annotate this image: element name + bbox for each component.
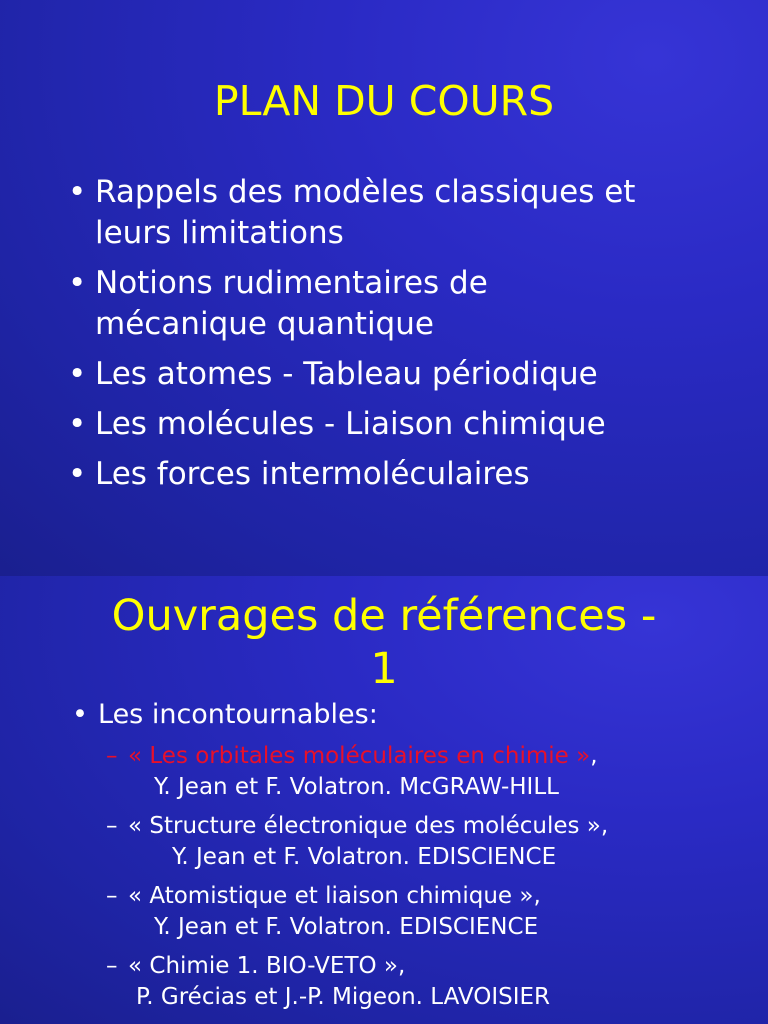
reference-authors: Y. Jean et F. Volatron. EDISCIENCE bbox=[172, 844, 557, 870]
dash-icon: – bbox=[106, 813, 118, 839]
bullet-list bbox=[68, 172, 748, 504]
reference-title: « Atomistique et liaison chimique » bbox=[128, 883, 534, 909]
reference-separator: , bbox=[533, 883, 541, 909]
slide-ouvrages-de-references bbox=[0, 576, 768, 1024]
reference-authors: Y. Jean et F. Volatron. McGRAW-HILL bbox=[154, 774, 559, 800]
slide-title-line: 1 bbox=[370, 644, 398, 694]
reference-separator: , bbox=[590, 743, 598, 769]
subheading-text: Les incontournables: bbox=[98, 699, 378, 730]
bullet-text-line: mécanique quantique bbox=[95, 306, 434, 342]
bullet-icon: • bbox=[72, 699, 88, 730]
bullet-icon: • bbox=[68, 174, 87, 210]
reference-separator: , bbox=[600, 813, 609, 839]
slide-title bbox=[0, 590, 768, 696]
bullet-icon: • bbox=[68, 406, 87, 442]
reference-authors: P. Grécias et J.-P. Migeon. LAVOISIER bbox=[136, 984, 551, 1010]
bullet-text-line: Notions rudimentaires de bbox=[95, 265, 488, 301]
slide-title-line: Ouvrages de références - bbox=[111, 591, 657, 641]
section-subheading bbox=[72, 698, 378, 732]
bullet-text-line: Les atomes - Tableau périodique bbox=[95, 356, 598, 392]
bullet-icon: • bbox=[68, 265, 87, 301]
reference-separator: , bbox=[397, 953, 406, 979]
bullet-icon: • bbox=[68, 456, 87, 492]
slide-title: PLAN DU COURS bbox=[213, 77, 555, 125]
list-item bbox=[68, 454, 748, 495]
dash-icon: – bbox=[106, 953, 118, 979]
reference-authors: Y. Jean et F. Volatron. EDISCIENCE bbox=[154, 914, 539, 940]
list-item bbox=[106, 811, 756, 873]
bullet-icon: • bbox=[68, 356, 87, 392]
bullet-text-line: Rappels des modèles classiques et bbox=[95, 174, 636, 210]
reference-title: « Chimie 1. BIO-VETO » bbox=[128, 953, 398, 979]
list-item bbox=[106, 741, 756, 803]
reference-title: « Structure électronique des molécules » bbox=[128, 813, 601, 839]
list-item bbox=[106, 951, 756, 1013]
bullet-text-line: Les forces intermoléculaires bbox=[95, 456, 530, 492]
dash-icon: – bbox=[106, 883, 118, 909]
list-item bbox=[68, 404, 748, 445]
bullet-text-line: leurs limitations bbox=[95, 215, 344, 251]
list-item bbox=[68, 172, 748, 254]
list-item bbox=[68, 354, 748, 395]
bullet-text-line: Les molécules - Liaison chimique bbox=[95, 406, 606, 442]
dash-icon: – bbox=[106, 743, 118, 769]
list-item bbox=[106, 881, 756, 943]
list-item bbox=[68, 263, 748, 345]
reference-list bbox=[106, 741, 756, 1021]
reference-title: « Les orbitales moléculaires en chimie » bbox=[128, 743, 591, 769]
